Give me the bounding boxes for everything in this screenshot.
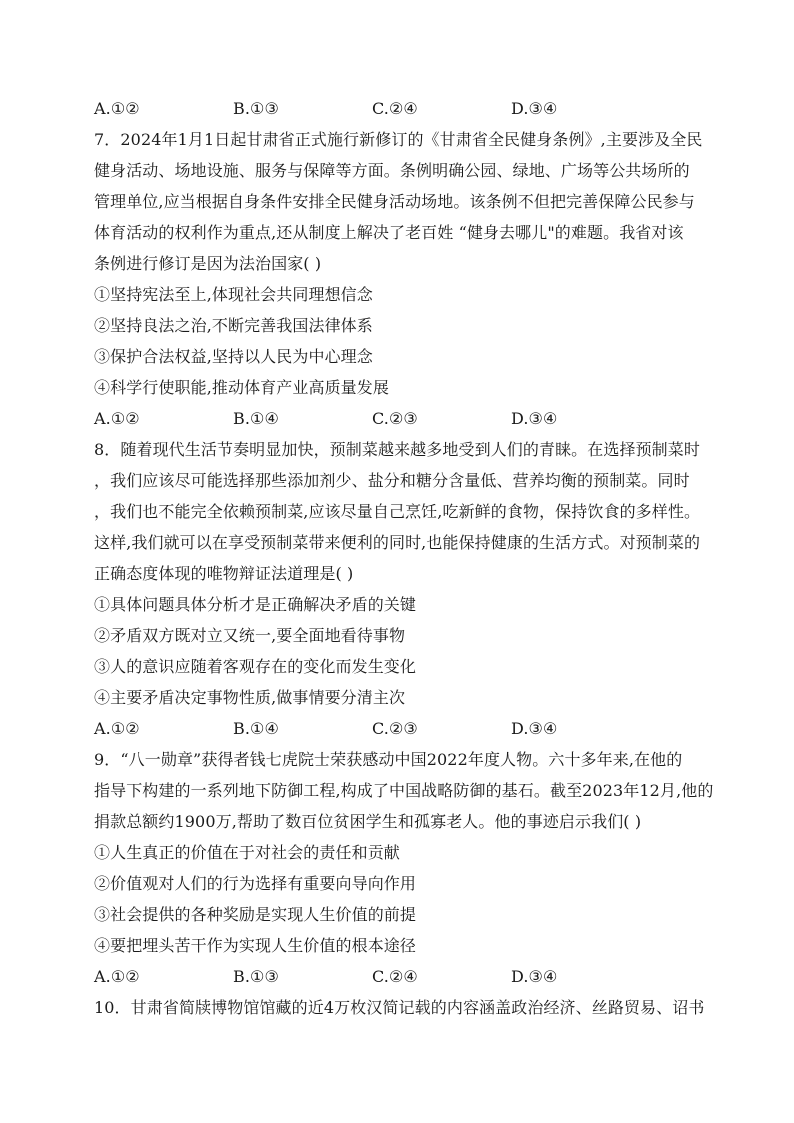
answer-choice: D.③④ bbox=[511, 99, 558, 118]
answer-choice: B.①④ bbox=[233, 719, 279, 738]
answer-choice: A.①② bbox=[94, 99, 140, 118]
answer-choice: A.①② bbox=[94, 967, 140, 986]
answer-choice: D.③④ bbox=[511, 409, 558, 428]
question-block-q9 bbox=[94, 744, 714, 992]
answer-choices bbox=[94, 403, 698, 434]
statement-item: ①人生真正的价值在于对社会的责任和贡献 bbox=[94, 843, 400, 862]
question-stem-line: 这样,我们就可以在享受预制菜带来便利的同时,也能保持健康的生活方式。对预制菜的 bbox=[94, 533, 701, 552]
question-stem-line: 管理单位,应当根据自身条件安排全民健身活动场地。该条例不但把完善保障公民参与 bbox=[94, 192, 695, 211]
answer-choice: A.①② bbox=[94, 409, 140, 428]
statement-item: ②坚持良法之治,不断完善我国法律体系 bbox=[94, 316, 373, 335]
statement-item: ③社会提供的各种奖励是实现人生价值的前提 bbox=[94, 905, 417, 924]
question-stem-line: 正确态度体现的唯物辩证法道理是( ) bbox=[94, 564, 354, 583]
statement-item: ②价值观对人们的行为选择有重要向导向作用 bbox=[94, 874, 417, 893]
answer-choice: A.①② bbox=[94, 719, 140, 738]
statement-item: ④科学行使职能,推动体育产业高质量发展 bbox=[94, 378, 389, 397]
statement-item: ①坚持宪法至上,体现社会共同理想信念 bbox=[94, 285, 373, 304]
question-stem-line: 健身活动、场地设施、服务与保障等方面。条例明确公园、绿地、广场等公共场所的 bbox=[94, 161, 690, 180]
answer-choices bbox=[94, 713, 698, 744]
answer-choice: B.①④ bbox=[233, 409, 279, 428]
answer-choice: D.③④ bbox=[511, 719, 558, 738]
question-stem-line: 体育活动的权利作为重点,还从制度上解决了老百姓 “健身去哪儿"的难题。我省对该 bbox=[94, 223, 684, 242]
answer-choice: C.②③ bbox=[372, 719, 418, 738]
question-stem-line: 7．2024年1月1日起甘肃省正式施行新修订的《甘肃省全民健身条例》,主要涉及全民 bbox=[94, 130, 703, 149]
statement-item: ④主要矛盾决定事物性质,做事情要分清主次 bbox=[94, 688, 406, 707]
answer-choice: B.①③ bbox=[233, 967, 279, 986]
statement-item: ④要把埋头苦干作为实现人生价值的根本途径 bbox=[94, 936, 417, 955]
question-block-q6-tail bbox=[94, 93, 698, 124]
question-stem-line: ，我们也不能完全依赖预制菜,应该尽量自己烹饪,吃新鲜的食物，保持饮食的多样性。 bbox=[94, 502, 701, 521]
statement-item: ③保护合法权益,坚持以人民为中心理念 bbox=[94, 347, 373, 366]
answer-choice: D.③④ bbox=[511, 967, 558, 986]
question-list bbox=[94, 93, 714, 1023]
statement-item: ②矛盾双方既对立又统一,要全面地看待事物 bbox=[94, 626, 406, 645]
question-stem-line: 捐款总额约1900万,帮助了数百位贫困学生和孤寡老人。他的事迹启示我们( ) bbox=[94, 812, 642, 831]
answer-choice: C.②③ bbox=[372, 409, 418, 428]
statement-item: ①具体问题具体分析才是正确解决矛盾的关键 bbox=[94, 595, 417, 614]
answer-choice: C.②④ bbox=[372, 967, 418, 986]
question-stem-line: 指导下构建的一系列地下防御工程,构成了中国战略防御的基石。截至2023年12月,他的 bbox=[94, 781, 714, 800]
question-stem-line: ，我们应该尽可能选择那些添加剂少、盐分和糖分含量低、营养均衡的预制菜。同时 bbox=[94, 471, 690, 490]
question-block-q8 bbox=[94, 434, 701, 744]
question-stem-line: 条例进行修订是因为法治国家( ) bbox=[94, 254, 322, 273]
question-block-q7 bbox=[94, 124, 703, 434]
answer-choice: C.②④ bbox=[372, 99, 418, 118]
answer-choice: B.①③ bbox=[233, 99, 279, 118]
question-stem-line: 9．“八一勋章”获得者钱七虎院士荣获感动中国2022年度人物。六十多年来,在他的 bbox=[94, 750, 683, 769]
question-stem-line: 10．甘肃省简牍博物馆馆藏的近4万枚汉简记载的内容涵盖政治经济、丝路贸易、诏书 bbox=[94, 998, 705, 1017]
question-stem-line: 8．随着现代生活节奏明显加快，预制菜越来越多地受到人们的青睐。在选择预制菜时 bbox=[94, 440, 700, 459]
statement-item: ③人的意识应随着客观存在的变化而发生变化 bbox=[94, 657, 417, 676]
answer-choices bbox=[94, 93, 698, 124]
answer-choices bbox=[94, 961, 698, 992]
question-block-q10 bbox=[94, 992, 705, 1023]
